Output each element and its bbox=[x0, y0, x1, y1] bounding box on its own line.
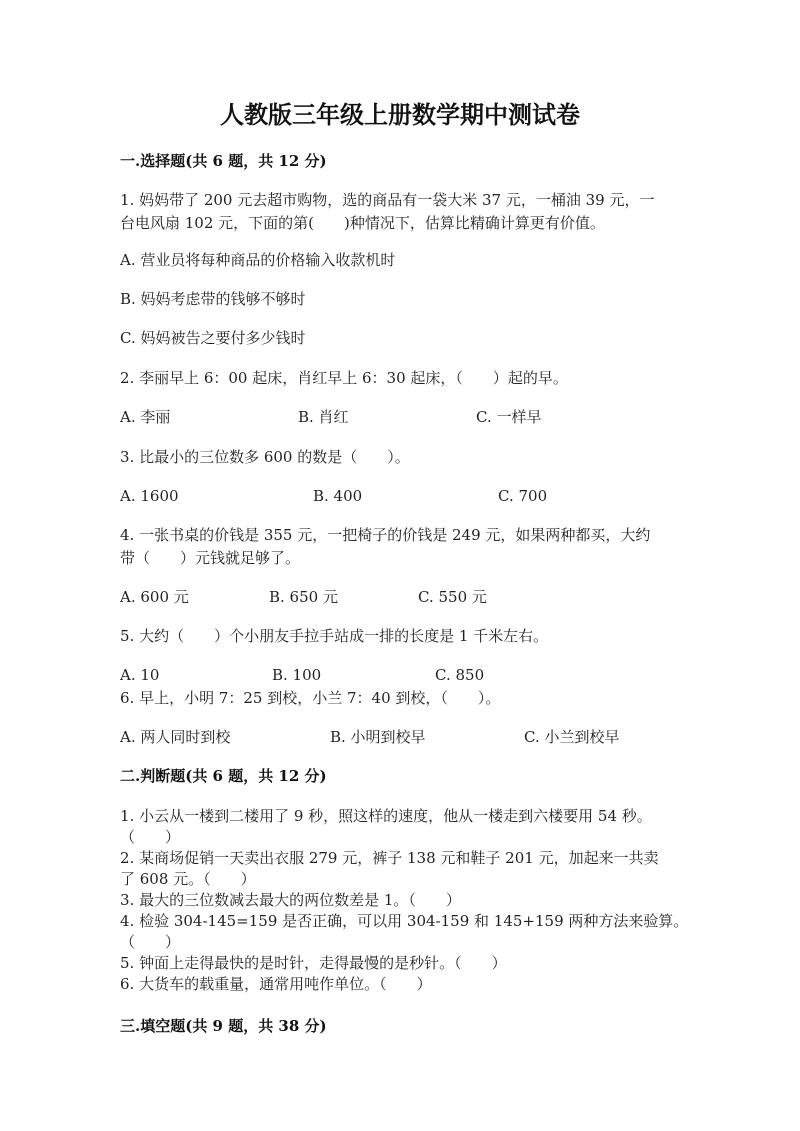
answer-option: C. 一样早 bbox=[476, 408, 542, 426]
section-heading-fill-in: 三.填空题(共 9 题，共 38 分) bbox=[120, 1017, 327, 1035]
question-stem-line: 带（ ）元钱就足够了。 bbox=[120, 549, 301, 567]
question-stem-line: 台电风扇 102 元，下面的第( )种情况下，估算比精确计算更有价值。 bbox=[120, 214, 605, 232]
question-stem-line: 5. 大约（ ）个小朋友手拉手站成一排的长度是 1 千米左右。 bbox=[120, 627, 549, 645]
answer-option: B. 肖红 bbox=[298, 408, 349, 426]
page-title: 人教版三年级上册数学期中测试卷 bbox=[220, 100, 580, 129]
question-stem-line: 1. 妈妈带了 200 元去超市购物，选的商品有一袋大米 37 元，一桶油 39 元，一 bbox=[120, 191, 655, 209]
answer-option: B. 650 元 bbox=[269, 588, 338, 606]
section-heading-choice: 一.选择题(共 6 题，共 12 分) bbox=[120, 152, 327, 170]
section-heading-judgement: 二.判断题(共 6 题，共 12 分) bbox=[120, 767, 327, 785]
answer-option: C. 550 元 bbox=[418, 588, 487, 606]
statement-line: 4. 检验 304-145=159 是否正确，可以用 304-159 和 145+159 两种方法来验算。 bbox=[120, 912, 689, 930]
question-stem-line: 6. 早上，小明 7：25 到校，小兰 7：40 到校，（ ）。 bbox=[120, 689, 501, 707]
statement-line: 2. 某商场促销一天卖出衣服 279 元，裤子 138 元和鞋子 201 元，加起来一共卖 bbox=[120, 849, 659, 867]
statement-line: 了 608 元。（ ） bbox=[120, 870, 256, 888]
statement-line: 3. 最大的三位数减去最大的两位数差是 1。（ ） bbox=[120, 891, 461, 909]
answer-option: A. 1600 bbox=[120, 487, 179, 505]
answer-option: B. 400 bbox=[313, 487, 363, 505]
statement-line: 1. 小云从一楼到二楼用了 9 秒，照这样的速度，他从一楼走到六楼要用 54 秒。 bbox=[120, 807, 652, 825]
answer-option: A. 李丽 bbox=[120, 408, 171, 426]
answer-option: A. 营业员将每种商品的价格输入收款机时 bbox=[120, 251, 396, 269]
statement-line: （ ） bbox=[120, 828, 181, 846]
answer-option: A. 两人同时到校 bbox=[120, 728, 231, 746]
answer-option: A. 10 bbox=[120, 666, 160, 684]
answer-option: C. 700 bbox=[498, 487, 548, 505]
statement-line: 5. 钟面上走得最快的是时针，走得最慢的是秒针。（ ） bbox=[120, 954, 507, 972]
answer-option: B. 100 bbox=[272, 666, 322, 684]
statement-line: 6. 大货车的载重量，通常用吨作单位。（ ） bbox=[120, 975, 432, 993]
answer-option: B. 妈妈考虑带的钱够不够时 bbox=[120, 290, 306, 308]
answer-option: A. 600 元 bbox=[120, 588, 189, 606]
answer-option: C. 小兰到校早 bbox=[524, 728, 620, 746]
question-stem-line: 3. 比最小的三位数多 600 的数是（ ）。 bbox=[120, 448, 410, 466]
answer-option: B. 小明到校早 bbox=[330, 728, 426, 746]
question-stem-line: 2. 李丽早上 6：00 起床，肖红早上 6：30 起床，（ ）起的早。 bbox=[120, 369, 568, 387]
question-stem-line: 4. 一张书桌的价钱是 355 元，一把椅子的价钱是 249 元，如果两种都买，大约 bbox=[120, 526, 651, 544]
answer-option: C. 妈妈被告之要付多少钱时 bbox=[120, 329, 306, 347]
answer-option: C. 850 bbox=[435, 666, 485, 684]
statement-line: （ ） bbox=[120, 933, 181, 951]
